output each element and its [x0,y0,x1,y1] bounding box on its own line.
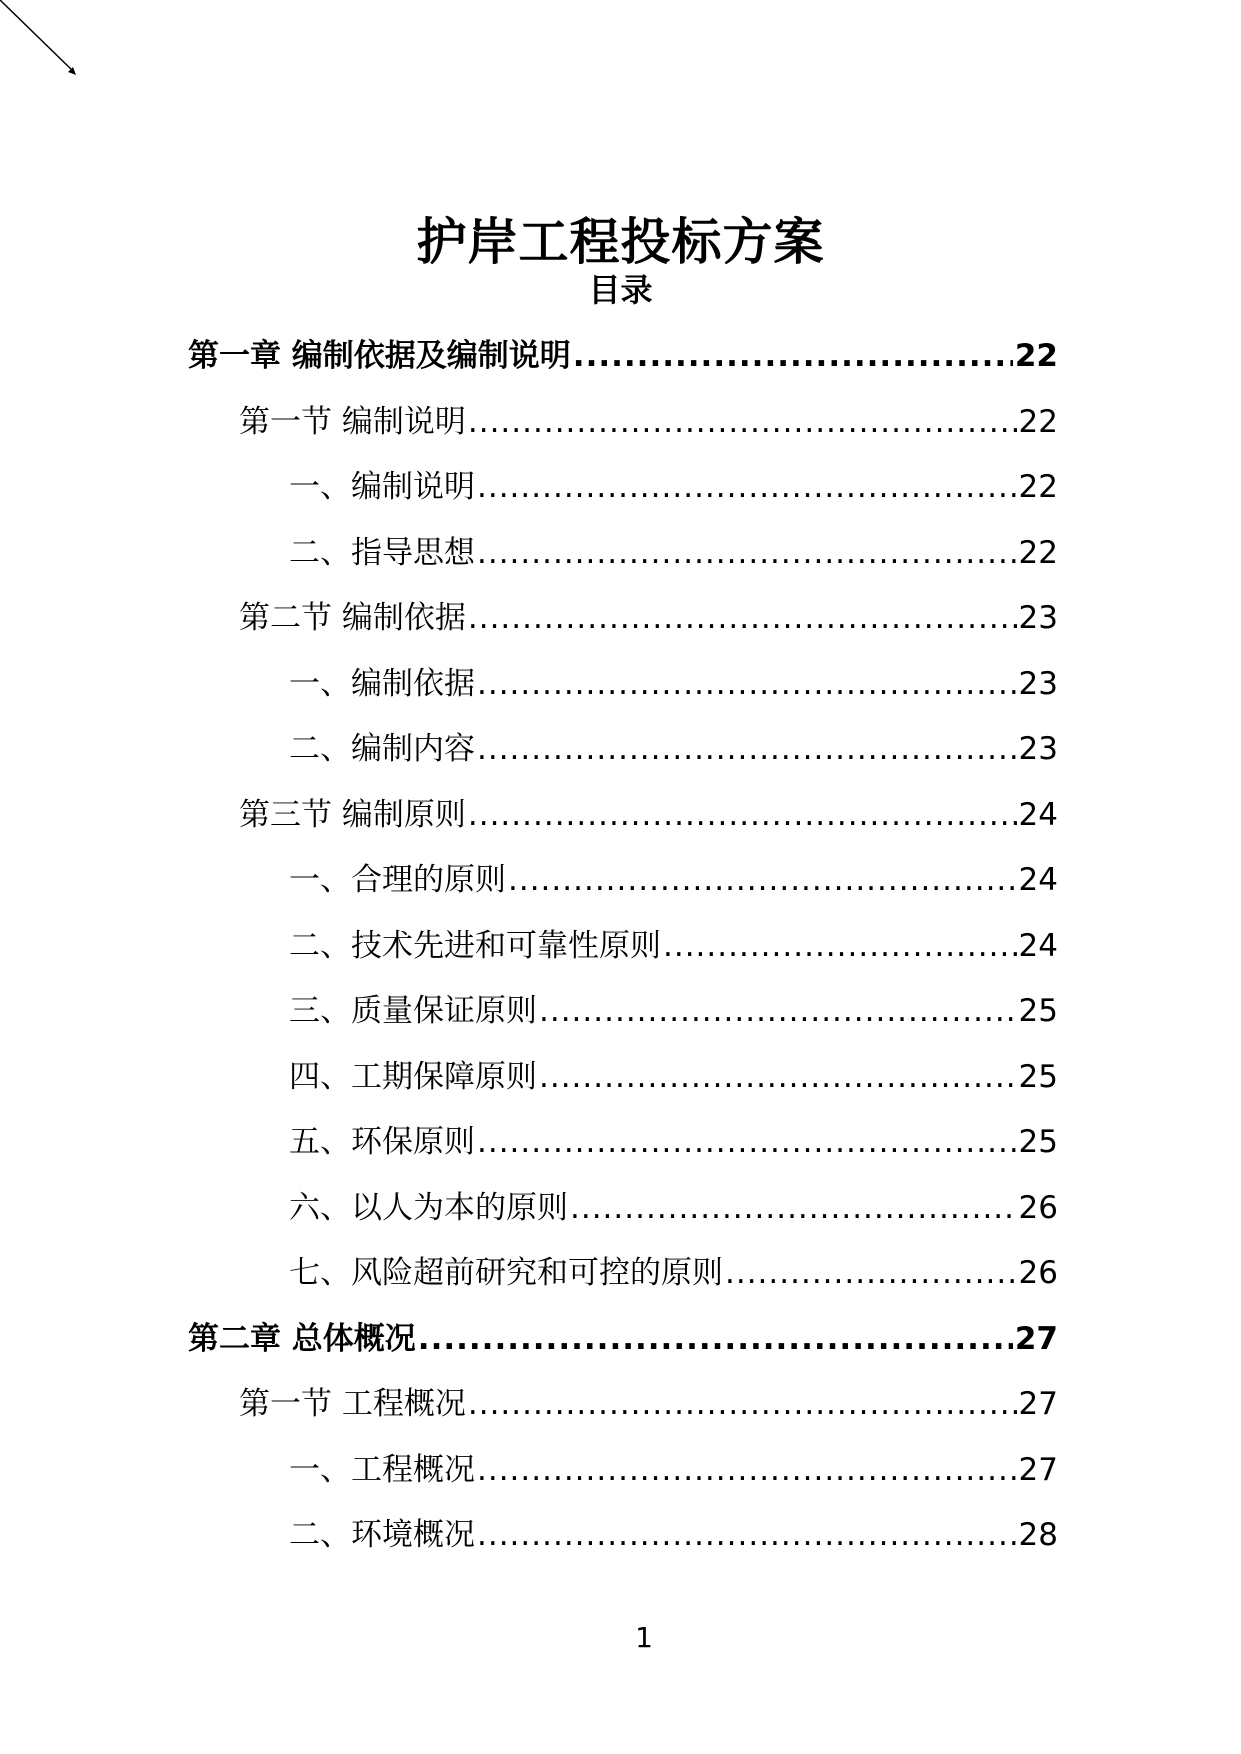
toc-entry-label: 二、指导思想 [289,534,475,571]
toc-dot-leader [477,1110,1017,1176]
toc-dot-leader [418,1307,1013,1373]
toc-entry[interactable] [188,1241,1058,1307]
toc-entry-page: 23 [1018,731,1058,767]
toc-entry[interactable] [188,1503,1058,1569]
toc-entry[interactable] [188,324,1058,390]
toc-dot-leader [573,324,1013,390]
toc-entry[interactable] [188,1372,1058,1438]
toc-dot-leader [468,1372,1017,1438]
toc-entry-label: 七、风险超前研究和可控的原则 [289,1255,723,1291]
toc-dot-leader [570,1176,1017,1242]
toc-entry-label: 第二章 总体概况 [188,1320,416,1357]
toc-entry-page: 22 [1018,403,1058,440]
corner-arrow-icon [0,0,80,80]
page-number: 1 [635,1621,653,1654]
toc-entry[interactable] [188,1045,1058,1111]
toc-entry-label: 第一章 编制依据及编制说明 [188,338,571,374]
toc-entry[interactable] [188,586,1058,652]
toc-entry-page: 27 [1018,1386,1058,1422]
toc-entry-label: 一、编制说明 [289,469,475,505]
toc-entry-label: 五、环保原则 [289,1124,475,1160]
toc-entry-label: 二、环境概况 [289,1517,475,1553]
toc-entry[interactable] [188,1438,1058,1504]
toc-entry[interactable] [188,717,1058,783]
toc-entry-label: 一、工程概况 [289,1451,475,1488]
toc-entry-label: 六、以人为本的原则 [289,1189,568,1226]
toc-entry-label: 第一节 编制说明 [239,403,466,440]
toc-heading: 目录 [588,271,653,309]
toc-dot-leader [663,914,1017,980]
toc-entry-page: 25 [1018,993,1058,1029]
toc-entry[interactable] [188,1176,1058,1242]
toc-entry-label: 第三节 编制原则 [239,796,466,833]
toc-dot-leader [725,1241,1017,1307]
toc-entry[interactable] [188,979,1058,1045]
toc-dot-leader [477,652,1017,718]
toc-entry[interactable] [188,848,1058,914]
toc-entry-label: 第一节 工程概况 [239,1386,466,1422]
toc-entry[interactable] [188,521,1058,587]
toc-entry[interactable] [188,783,1058,849]
toc-entry-page: 26 [1018,1189,1058,1226]
toc-dot-leader [477,455,1017,521]
toc-entry-label: 一、编制依据 [289,665,475,702]
toc-dot-leader [539,979,1017,1045]
toc-entry-page: 24 [1018,796,1058,833]
toc-entry[interactable] [188,914,1058,980]
toc-entry-page: 24 [1018,862,1058,898]
document-title: 护岸工程投标方案 [416,212,825,271]
toc-entry-page: 24 [1018,927,1058,964]
toc-dot-leader [477,1438,1017,1504]
toc-entry[interactable] [188,455,1058,521]
toc-entry-label: 第二节 编制依据 [239,600,466,636]
toc-dot-leader [477,717,1017,783]
toc-entry-label: 三、质量保证原则 [289,993,537,1029]
toc-dot-leader [508,848,1017,914]
toc-entry-page: 26 [1018,1255,1058,1291]
toc-dot-leader [468,783,1017,849]
toc-entry-page: 23 [1018,665,1058,702]
toc-entry[interactable] [188,390,1058,456]
toc-dot-leader [477,1503,1017,1569]
table-of-contents [188,324,1058,1569]
toc-entry[interactable] [188,1110,1058,1176]
toc-entry[interactable] [188,652,1058,718]
toc-entry-label: 四、工期保障原则 [289,1058,537,1095]
toc-entry[interactable] [188,1307,1058,1373]
toc-entry-page: 28 [1018,1517,1058,1553]
toc-entry-page: 22 [1018,534,1058,571]
toc-entry-page: 25 [1018,1124,1058,1160]
toc-entry-page: 27 [1014,1320,1058,1357]
toc-entry-page: 22 [1018,469,1058,505]
toc-dot-leader [539,1045,1017,1111]
toc-entry-page: 22 [1014,338,1058,374]
toc-entry-label: 二、编制内容 [289,731,475,767]
toc-dot-leader [468,390,1017,456]
toc-dot-leader [477,521,1017,587]
toc-entry-page: 27 [1018,1451,1058,1488]
toc-entry-label: 一、合理的原则 [289,862,506,898]
toc-entry-page: 23 [1018,600,1058,636]
toc-dot-leader [468,586,1017,652]
toc-entry-page: 25 [1018,1058,1058,1095]
toc-entry-label: 二、技术先进和可靠性原则 [289,927,661,964]
